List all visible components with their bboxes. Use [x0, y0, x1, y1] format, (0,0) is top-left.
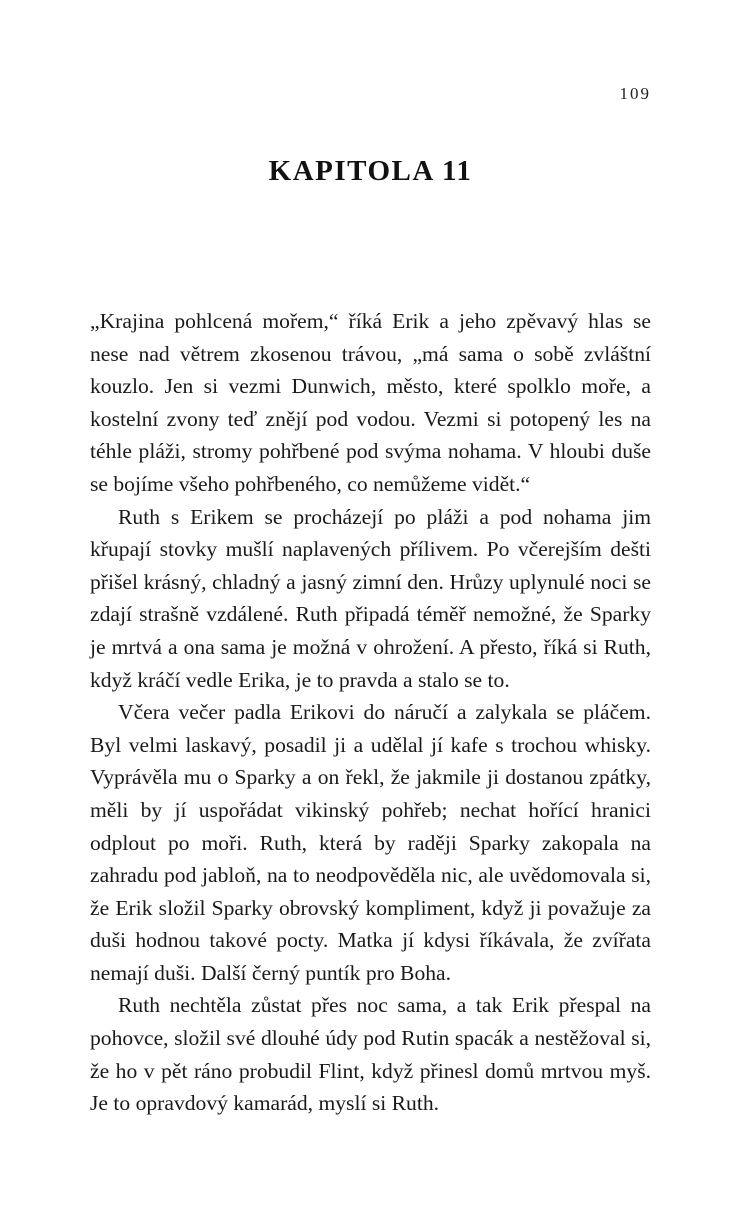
chapter-title: KAPITOLA 11	[268, 155, 473, 187]
paragraph-3: Včera večer padla Erikovi do náručí a zalykala se pláčem. Byl velmi laskavý, posadil ji a udělal jí kafe s trochou whisky. Vyprávěla mu o Sparky a on řekl, že jakmile ji dostanou zpátky, měli by jí uspořádat vikinský pohřeb; nechat hořící hranici odplout po moři. Ruth, která by raději Sparky zakopala na zahradu pod jabloň, na to neodpověděla nic, ale uvědomovala si, že Erik složil Sparky obrovský kompliment, když ji považuje za duši hodnou takové pocty. Matka jí kdysi říkávala, že zvířata nemají duši. Další černý puntík pro Boha.	[90, 700, 651, 985]
chapter-body	[90, 305, 651, 1120]
paragraph-2: Ruth s Erikem se procházejí po pláži a pod nohama jim křupají stovky mušlí naplavených přílivem. Po včerejším dešti přišel krásný, chladný a jasný zimní den. Hrůzy uplynulé noci se zdají strašně vzdálené. Ruth připadá téměř nemožné, že Sparky je mrtvá a ona sama je možná v ohrožení. A přesto, říká si Ruth, když kráčí vedle Erika, je to pravda a stalo se to.	[90, 504, 651, 692]
paragraph-1: „Krajina pohlcená mořem,“ říká Erik a jeho zpěvavý hlas se nese nad větrem zkosenou trávou, „má sama o sobě zvláštní kouzlo. Jen si vezmi Dunwich, město, které spolklo moře, a kostelní zvony teď znějí pod vodou. Vezmi si potopený les na téhle pláži, stromy pohřbené pod svýma nohama. V hloubi duše se bojíme všeho pohřbeného, co nemůžeme vidět.“	[90, 309, 651, 496]
paragraph-4: Ruth nechtěla zůstat přes noc sama, a tak Erik přespal na pohovce, složil své dlouhé údy pod Rutin spacák a nestěžoval si, že ho v pět ráno probudil Flint, když přinesl domů mrtvou myš. Je to opravdový kamarád, myslí si Ruth.	[90, 993, 651, 1116]
page-number: 109	[619, 84, 651, 103]
